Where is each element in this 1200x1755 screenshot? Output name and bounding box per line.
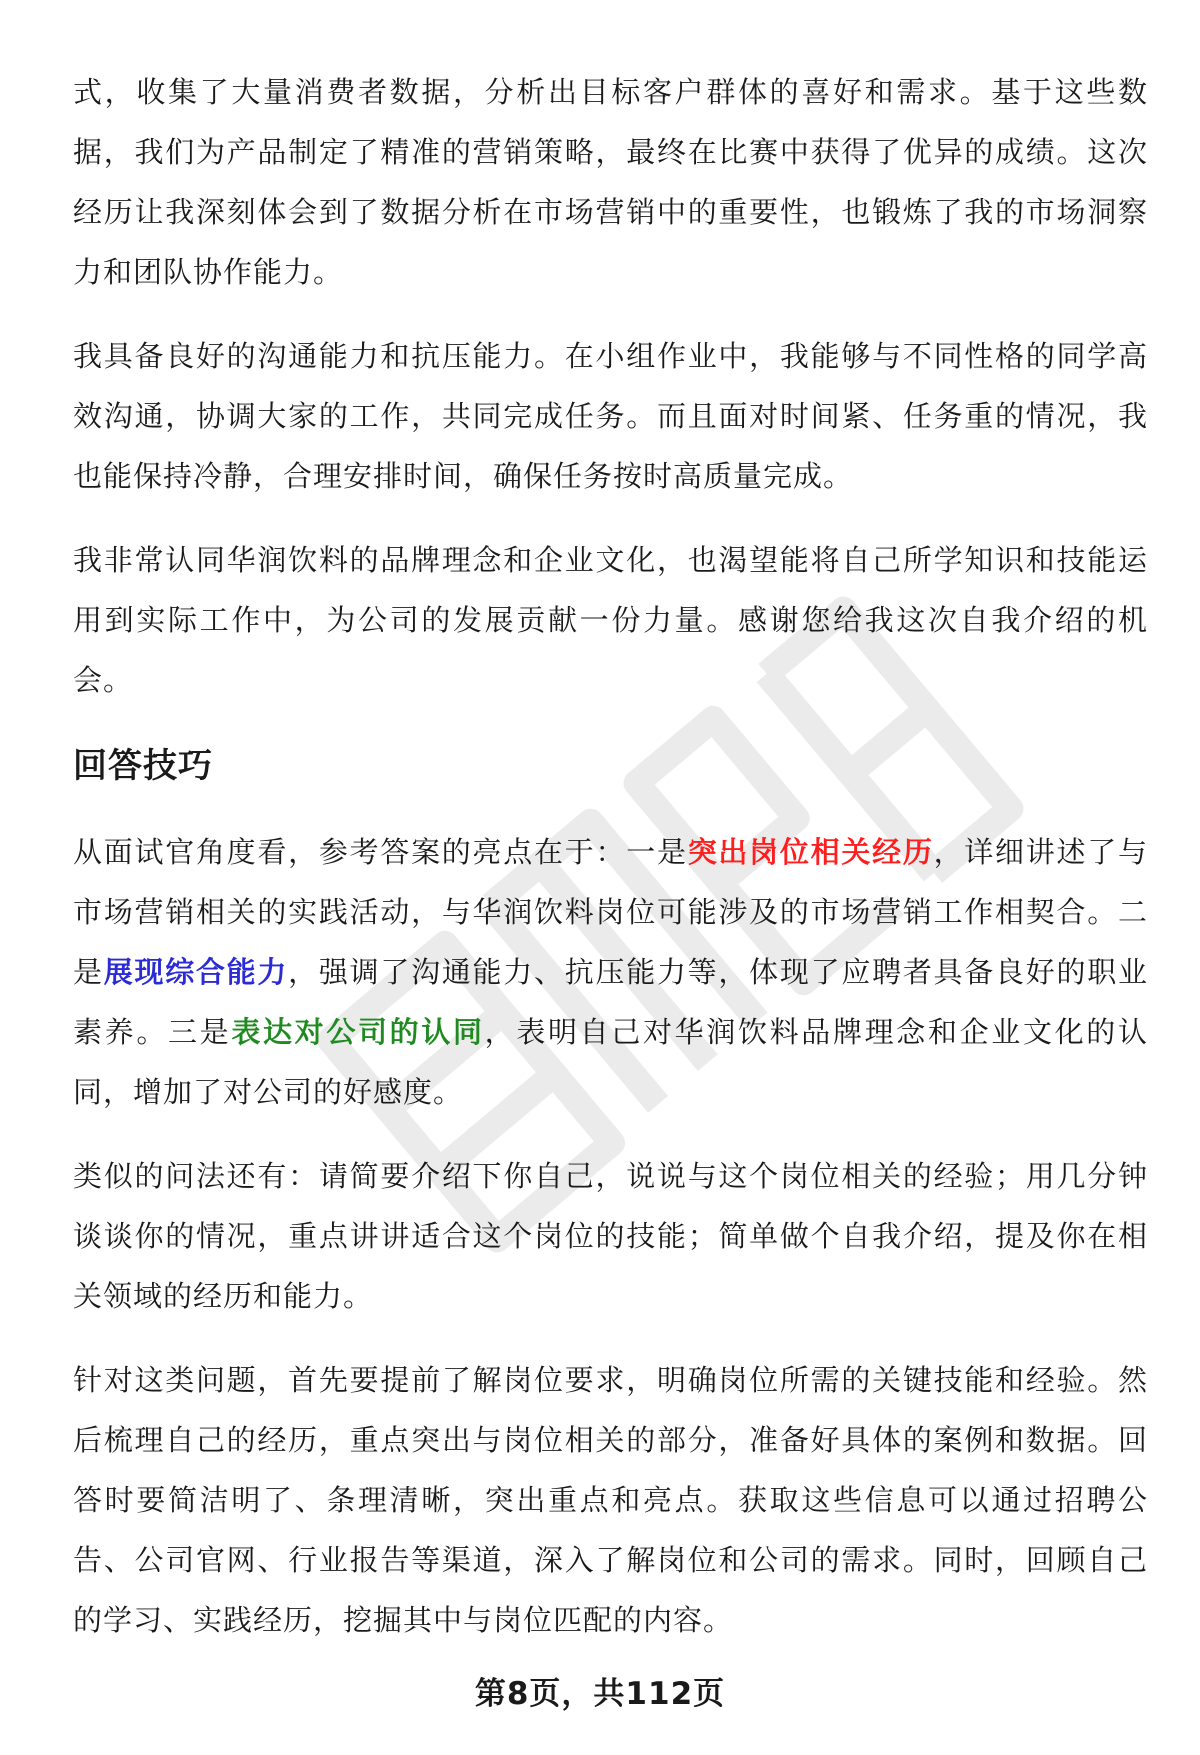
answer-strategy-paragraph: 针对这类问题，首先要提前了解岗位要求，明确岗位所需的关键技能和经验。然后梳理自己的经历，重点突出与岗位相关的部分，准备好具体的案例和数据。回答时要简洁明了、条理清晰，突出重点和亮点。获取这些信息可以通过招聘公告、公司官网、行业报告等渠道，深入了解岗位和公司的需求。同时，回顾自己的学习、实践经历，挖掘其中与岗位匹配的内容。 xyxy=(73,1363,1148,1637)
tips-highlights-paragraph xyxy=(73,822,1148,1122)
tips-text-3: ，强调了沟通能力、抗压能力等，体现了应聘者具备良好的职业素养。三是 xyxy=(73,955,1148,1049)
section-title: 回答技巧 xyxy=(73,746,213,786)
company-identity-paragraph: 我非常认同华润饮料的品牌理念和企业文化，也渴望能将自己所学知识和技能运用到实际工作中，为公司的发展贡献一份力量。感谢您给我这次自我介绍的机会。 xyxy=(73,543,1148,697)
tips-text-1: 从面试官角度看，参考答案的亮点在于：一是 xyxy=(73,835,688,869)
highlight-abilities: 展现综合能力 xyxy=(103,955,289,989)
similar-questions-paragraph: 类似的问法还有：请简要介绍下你自己，说说与这个岗位相关的经验；用几分钟谈谈你的情况，重点讲讲适合这个岗位的技能；简单做个自我介绍，提及你在相关领域的经历和能力。 xyxy=(73,1159,1148,1313)
highlight-company-identity: 表达对公司的认同 xyxy=(231,1015,485,1049)
document-page xyxy=(73,62,1148,1674)
tips-text-2: ，详细讲述了与市场营销相关的实践活动，与华润饮料岗位可能涉及的市场营销工作相契合。二是 xyxy=(73,835,1148,989)
page-number-footer: 第8页，共112页 xyxy=(474,1676,726,1712)
tips-text-4: ，表明自己对华润饮料品牌理念和企业文化的认同，增加了对公司的好感度。 xyxy=(73,1015,1148,1109)
ability-paragraph: 我具备良好的沟通能力和抗压能力。在小组作业中，我能够与不同性格的同学高效沟通，协调大家的工作，共同完成任务。而且面对时间紧、任务重的情况，我也能保持冷静，合理安排时间，确保任务按时高质量完成。 xyxy=(73,339,1148,493)
highlight-experience: 突出岗位相关经历 xyxy=(687,835,934,869)
intro-paragraph-continued: 式，收集了大量消费者数据，分析出目标客户群体的喜好和需求。基于这些数据，我们为产品制定了精准的营销策略，最终在比赛中获得了优异的成绩。这次经历让我深刻体会到了数据分析在市场营销中的重要性，也锻炼了我的市场洞察力和团队协作能力。 xyxy=(73,75,1148,289)
